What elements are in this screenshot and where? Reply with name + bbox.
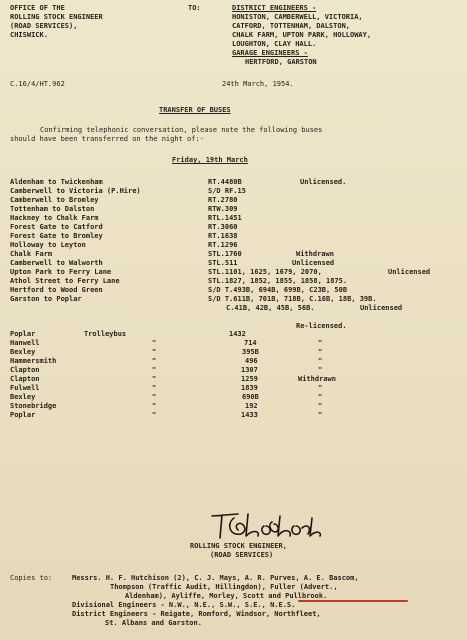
transfer-route: Aldenham to Twickenham — [10, 178, 103, 186]
copies-line-6: St. Albans and Garston. — [105, 619, 202, 627]
red-annotation-underline — [298, 600, 408, 602]
trolleybus-ditto: " — [152, 357, 157, 365]
sender-line-3: (ROAD SERVICES), — [10, 22, 78, 30]
trolleybus-number: 395B — [242, 348, 259, 356]
transfer-route: Garston to Poplar — [10, 295, 82, 303]
trolleybus-depot: Stonebridge — [10, 402, 57, 410]
transfer-route: Forest Gate to Catford — [10, 223, 103, 231]
trolleybus-ditto: " — [152, 339, 157, 347]
signature-title-1: ROLLING STOCK ENGINEER, — [190, 542, 287, 550]
trolleybus-mark: " — [318, 339, 323, 347]
trolleybus-number: 1259 — [241, 375, 258, 383]
transfer-route: Holloway to Leyton — [10, 241, 86, 249]
trolleybus-mark: Withdrawn — [298, 375, 336, 383]
to-line-5: LOUGHTON, CLAY HALL. — [232, 40, 317, 48]
trolleybus-number: 1433 — [241, 411, 258, 419]
trolleybus-depot: Fulwell — [10, 384, 40, 392]
trolleybus-ditto: " — [152, 402, 157, 410]
copies-line-2: Thompson (Traffic Audit, Hillingdon), Fuller (Advert., — [110, 583, 338, 591]
trolleybus-depot: Clapton — [10, 366, 40, 374]
trolleybus-ditto: " — [152, 375, 157, 383]
to-line-3: CATFORD, TOTTENHAM, DALSTON, — [232, 22, 351, 30]
trolleybus-mark: " — [318, 357, 323, 365]
trolleybus-depot: Bexley — [10, 393, 36, 401]
trolleybus-depot: Bexley — [10, 348, 36, 356]
handwritten-signature — [208, 508, 328, 544]
trolleybus-mark: " — [318, 402, 323, 410]
to-label: TO: — [188, 4, 201, 12]
transfer-vehicle: STL.511 — [208, 259, 238, 267]
transfer-vehicle: S/D RF.15 — [208, 187, 246, 195]
day-heading: Friday, 19th March — [172, 156, 248, 164]
transfer-route: Hertford to Wood Green — [10, 286, 103, 294]
signature-title-2: (ROAD SERVICES) — [210, 551, 274, 559]
trolleybus-mark: " — [318, 393, 323, 401]
trolleybus-mark: " — [318, 348, 323, 356]
trolleybus-number: 1307 — [241, 366, 258, 374]
transfer-vehicle: RT.3060 — [208, 223, 238, 231]
subject-heading: TRANSFER OF BUSES — [159, 106, 231, 114]
transfer-vehicle: RT.1296 — [208, 241, 238, 249]
trolleybus-ditto: " — [152, 366, 157, 374]
trolleybus-depot: Hanwell — [10, 339, 40, 347]
transfer-vehicle: RT.4480B — [208, 178, 242, 186]
sender-line-2: ROLLING STOCK ENGINEER — [10, 13, 103, 21]
trolleybus-mark: " — [318, 366, 323, 374]
trolleybus-depot: Poplar — [10, 330, 36, 338]
transfer-status: Withdrawn — [296, 250, 334, 258]
trolleybus-ditto: " — [152, 384, 157, 392]
trolleybus-depot: Clapton — [10, 375, 40, 383]
transfer-route: Forest Gate to Bromley — [10, 232, 103, 240]
transfer-vehicle: RT.2780 — [208, 196, 238, 204]
to-line-7: HERTFORD, GARSTON — [245, 58, 317, 66]
transfer-status: Unlicensed — [292, 259, 335, 267]
trolleybus-number: 1839 — [241, 384, 258, 392]
intro-line-1: Confirming telephonic conversation, please note the following buses — [40, 126, 323, 134]
trolleybus-type-label: Trolleybus — [84, 330, 127, 338]
trolleybus-ditto: " — [152, 393, 157, 401]
trolleybus-ditto: " — [152, 348, 157, 356]
transfer-status: Unlicensed. — [300, 178, 347, 186]
trolleybus-number: 496 — [245, 357, 258, 365]
trolleybus-number: 192 — [245, 402, 258, 410]
transfer-route: Camberwell to Bromley — [10, 196, 99, 204]
transfer-vehicle: S/D T.493B, 694B, 699B, C23B, 50B — [208, 286, 348, 294]
transfer-route: Upton Park to Ferry Lane — [10, 268, 112, 276]
transfer-route: Camberwell to Victoria (P.Hire) — [10, 187, 141, 195]
transfer-vehicle: STL.1760 — [208, 250, 242, 258]
transfer-vehicle: S/D T.611B, 701B, 718B, C.16B, 18B, 39B. — [208, 295, 377, 303]
trolleybus-number: 714 — [244, 339, 257, 347]
transfer-route: Hackney to Chalk Farm — [10, 214, 99, 222]
copies-line-1: Messrs. H. F. Hutchison (2), C. J. Mays, A. R. Purves, A. E. Bascom, — [72, 574, 359, 582]
transfer-route: Chalk Farm — [10, 250, 53, 258]
trolleybus-depot: Hammersmith — [10, 357, 57, 365]
trolleybus-number: 1432 — [229, 330, 246, 338]
transfer-vehicle: RT.1638 — [208, 232, 238, 240]
sender-line-4: CHISWICK. — [10, 31, 48, 39]
transfer-vehicle: STL.1101, 1625, 1679, 2070, — [208, 268, 322, 276]
trolleybus-mark: " — [318, 384, 323, 392]
trolleybus-ditto: " — [152, 411, 157, 419]
trolleybus-depot: Poplar — [10, 411, 36, 419]
transfer-vehicle: RTL.1451 — [208, 214, 242, 222]
trolleybus-mark: " — [318, 411, 323, 419]
to-line-2: HONISTON, CAMBERWELL, VICTORIA, — [232, 13, 363, 21]
transfer-route: Camberwell to Walworth — [10, 259, 103, 267]
intro-line-2: should have been transferred on the night of:- — [10, 135, 204, 143]
transfer-route: Tottenham to Dalston — [10, 205, 95, 213]
transfer-vehicle: STL.1827, 1852, 1855, 1858, 1875. — [208, 277, 348, 285]
copies-line-5: District Engineers - Reigate, Romford, Windsor, Northfleet, — [72, 610, 321, 618]
transfer-route: Athol Street to Ferry Lane — [10, 277, 120, 285]
transfer-status: Unlicensed — [360, 304, 403, 312]
copies-label: Copies to: — [10, 574, 53, 582]
transfer-vehicle: RTW.309 — [208, 205, 238, 213]
letter-date: 24th March, 1954. — [222, 80, 294, 88]
transfer-vehicle: C.41B, 42B, 45B, 56B. — [226, 304, 315, 312]
trolleybus-number: 690B — [242, 393, 259, 401]
copies-line-3: Aldenham), Ayliffe, Morley, Scott and Pullbrook. — [125, 592, 328, 600]
trolleybus-status-header: Re-licensed. — [296, 322, 347, 330]
to-line-4: CHALK FARM, UPTON PARK, HOLLOWAY, — [232, 31, 372, 39]
sender-line-1: OFFICE OF THE — [10, 4, 65, 12]
transfer-status: Unlicensed — [388, 268, 431, 276]
to-line-6: GARAGE ENGINEERS - — [232, 49, 308, 57]
copies-line-4: Divisional Engineers - N.W., N.E., S.W., S.E., N.E.S. — [72, 601, 296, 609]
reference-number: C.16/4/HT.962 — [10, 80, 65, 88]
to-line-1: DISTRICT ENGINEERS - — [232, 4, 317, 12]
